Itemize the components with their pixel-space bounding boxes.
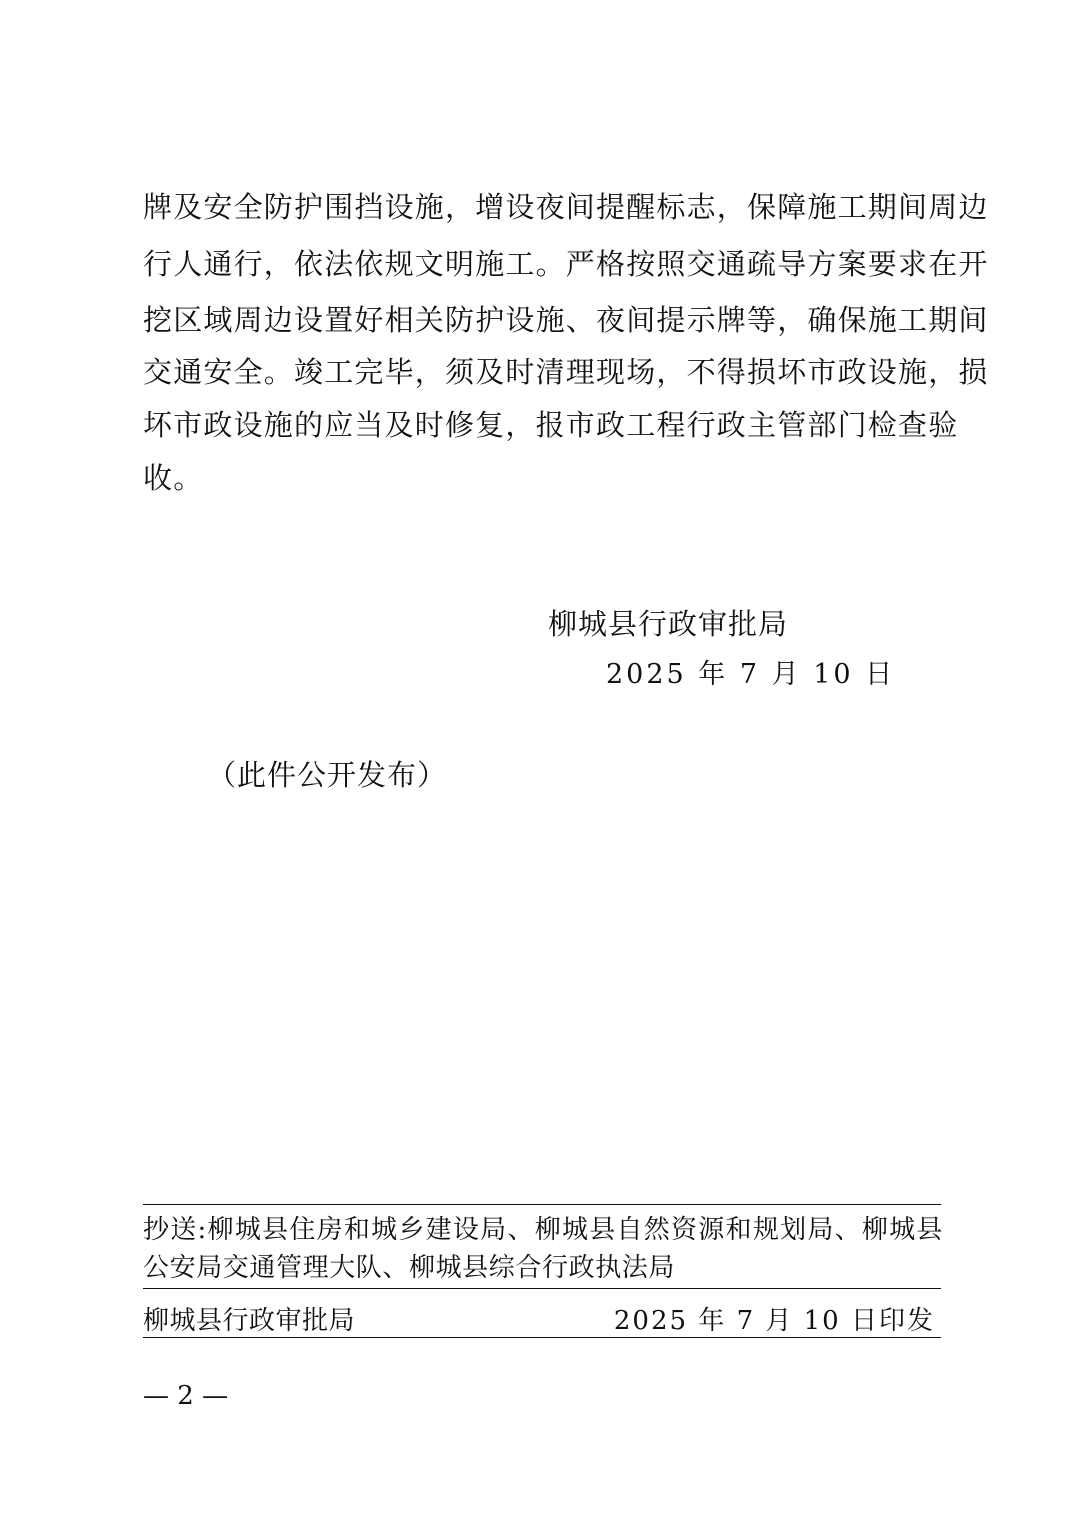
footer-bottom-rule bbox=[143, 1337, 941, 1338]
issue-date: 2025 年 7 月 10 日印发 bbox=[613, 1306, 935, 1336]
body-text-line-4: 交通安全。竣工完毕，须及时清理现场，不得损坏市政设施，损 bbox=[143, 355, 989, 389]
body-text-line-3: 挖区域周边设置好相关防护设施、夜间提示牌等，确保施工期间 bbox=[143, 303, 989, 337]
cc-line-2: 公安局交通管理大队、柳城县综合行政执法局 bbox=[143, 1253, 676, 1283]
footer-top-rule bbox=[143, 1204, 941, 1205]
body-text-line-6: 收。 bbox=[143, 461, 204, 495]
cc-recipients bbox=[143, 1211, 943, 1287]
cc-line-1: 抄送:柳城县住房和城乡建设局、柳城县自然资源和规划局、柳城县 bbox=[143, 1215, 943, 1245]
public-release-note: （此件公开发布） bbox=[207, 758, 448, 792]
signature-date: 2025 年 7 月 10 日 bbox=[606, 659, 896, 690]
issuing-organization: 柳城县行政审批局 bbox=[143, 1306, 356, 1336]
footer-middle-rule bbox=[143, 1288, 941, 1289]
body-text-line-5: 坏市政设施的应当及时修复，报市政工程行政主管部门检查验 bbox=[143, 408, 959, 442]
page-number: — 2 — bbox=[143, 1381, 229, 1411]
body-text-line-2: 行人通行，依法依规文明施工。严格按照交通疏导方案要求在开 bbox=[143, 247, 989, 281]
body-text-line-1: 牌及安全防护围挡设施，增设夜间提醒标志，保障施工期间周边 bbox=[143, 190, 989, 224]
signature-organization: 柳城县行政审批局 bbox=[548, 607, 789, 641]
